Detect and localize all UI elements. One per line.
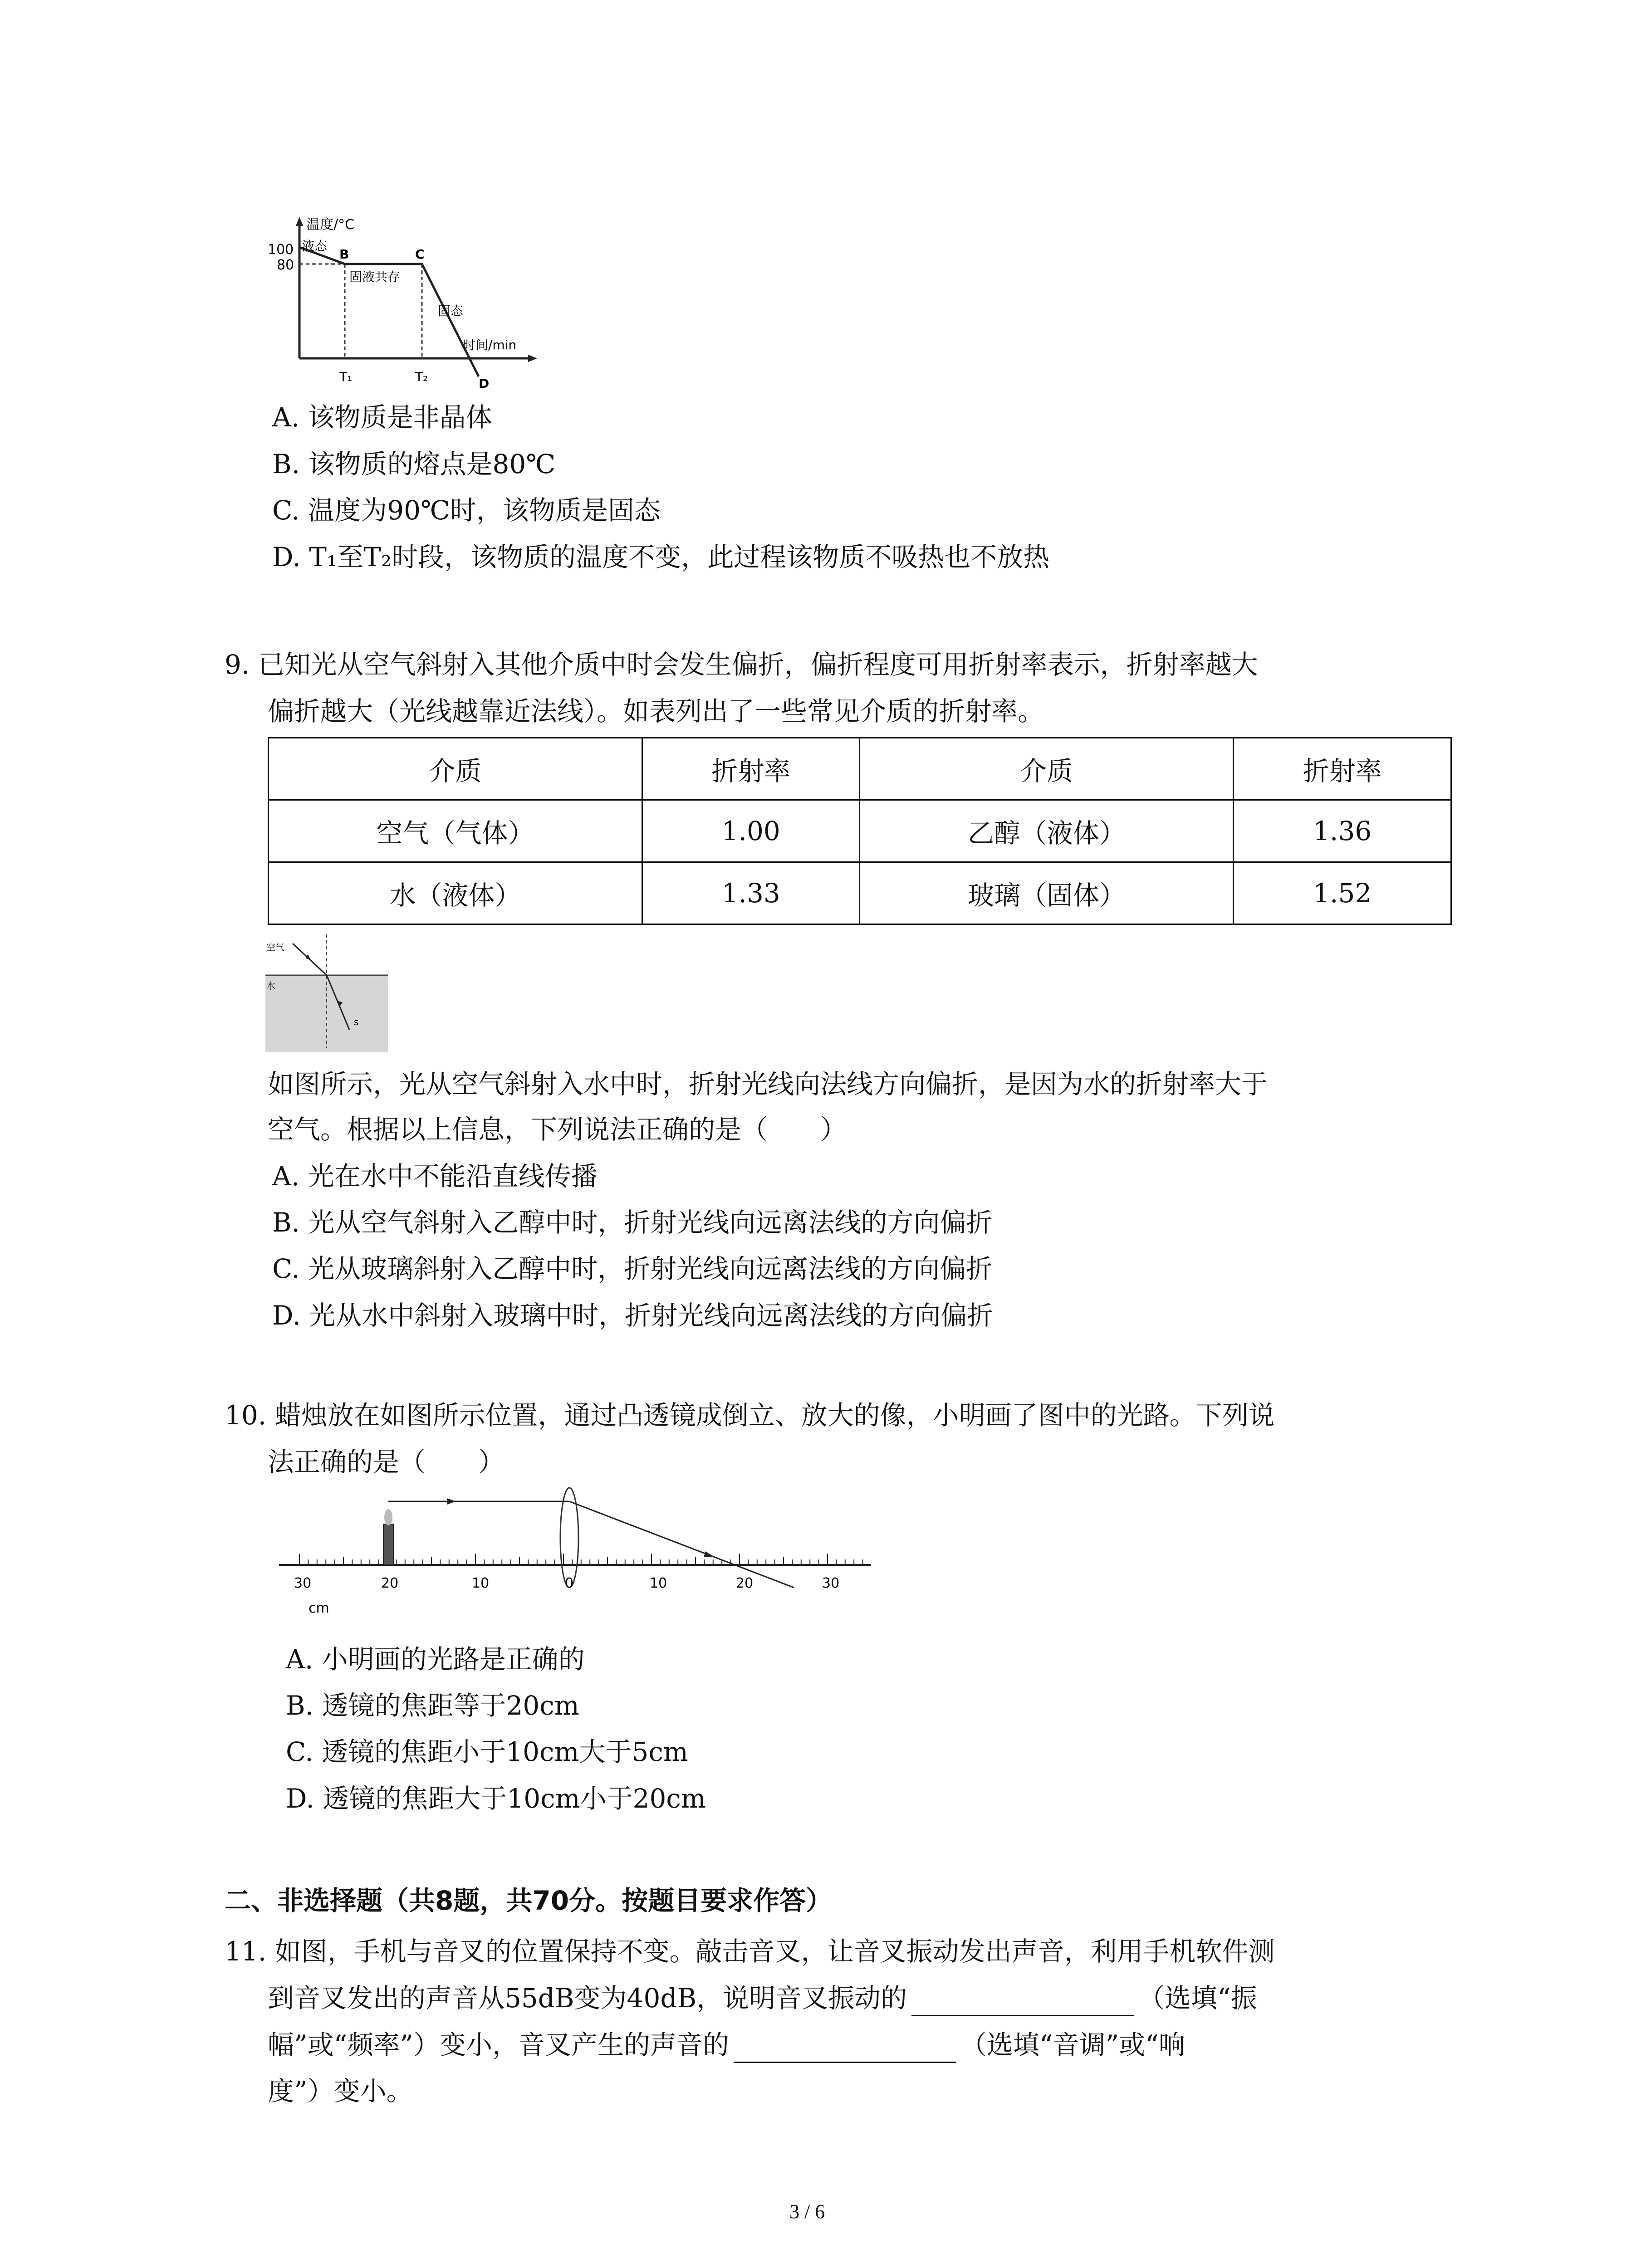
table-header: 介质 (860, 738, 1234, 800)
q11-line2-text: 到音叉发出的声音从55dB变为40dB，说明音叉振动的 (268, 1983, 907, 2014)
q8-option-a: A. 该物质是非晶体 (272, 402, 492, 433)
table-row (269, 862, 1451, 924)
q11-line3-text: 幅”或“频率”）变小，音叉产生的声音的 (268, 2029, 729, 2060)
q9-stem-line1: 9. 已知光从空气斜射入其他介质中时会发生偏折，偏折程度可用折射率表示，折射率越大 (225, 649, 1258, 680)
q11-line2-suffix: （选填“振 (1138, 1983, 1257, 2014)
ruler-label-20-left: 20 (381, 1575, 399, 1591)
q9-option-d: D. 光从水中斜射入玻璃中时，折射光线向远离法线的方向偏折 (272, 1300, 994, 1331)
graph-t2: T₂ (415, 369, 428, 384)
table-cell: 玻璃（固体） (860, 862, 1234, 924)
q10-option-a: A. 小明画的光路是正确的 (286, 1644, 585, 1675)
table-cell: 1.00 (642, 800, 860, 862)
refraction-table (268, 737, 1452, 925)
q9-option-c: C. 光从玻璃斜射入乙醇中时，折射光线向远离法线的方向偏折 (272, 1253, 993, 1284)
table-row (269, 800, 1451, 862)
table-cell: 乙醇（液体） (860, 800, 1234, 862)
q10-option-d: D. 透镜的焦距大于10cm小于20cm (286, 1783, 706, 1814)
temperature-time-graph (263, 213, 554, 390)
ruler-label-10-right: 10 (650, 1575, 667, 1591)
graph-y80: 80 (277, 257, 294, 273)
answer-blank-1[interactable] (911, 1988, 1134, 2016)
q8-option-b: B. 该物质的熔点是80℃ (272, 449, 556, 479)
q8-option-d: D. T₁至T₂时段，该物质的温度不变，此过程该物质不吸热也不放热 (272, 542, 1050, 572)
section-title: 二、非选择题（共8题，共70分。按题目要求作答） (225, 1885, 833, 1916)
ruler-label-0: 0 (565, 1575, 574, 1591)
table-cell: 1.36 (1234, 800, 1451, 862)
graph-point-c: C (415, 247, 425, 262)
page-number: 3 / 6 (789, 2200, 825, 2223)
table-header: 介质 (269, 738, 642, 800)
lens-optics-figure (272, 1483, 880, 1619)
q9-desc-line2: 空气。根据以上信息，下列说法正确的是（ ） (268, 1114, 847, 1145)
q11-line2 (268, 1980, 1257, 2016)
graph-xlabel: 时间/min (463, 337, 517, 352)
graph-point-b: B (339, 247, 349, 262)
table-header: 折射率 (1234, 738, 1451, 800)
q9-option-a: A. 光在水中不能沿直线传播 (272, 1161, 598, 1192)
q10-stem-line2: 法正确的是（ ） (268, 1447, 505, 1477)
table-header: 折射率 (642, 738, 860, 800)
q9-option-b: B. 光从空气斜射入乙醇中时，折射光线向远离法线的方向偏折 (272, 1207, 993, 1238)
ruler-unit: cm (309, 1600, 329, 1616)
table-cell: 水（液体） (269, 862, 642, 924)
graph-y100: 100 (268, 242, 294, 258)
graph-point-d: D (479, 376, 490, 390)
figure-water-label: 水 (266, 980, 275, 991)
figure-air-label: 空气 (266, 942, 284, 953)
graph-mixed: 固液共存 (349, 269, 401, 284)
table-cell: 空气（气体） (269, 800, 642, 862)
q11-line4: 度”）变小。 (268, 2076, 413, 2107)
ruler-label-30-left: 30 (294, 1575, 312, 1591)
ruler-label-20-right: 20 (736, 1575, 754, 1591)
q9-stem-line2: 偏折越大（光线越靠近法线）。如表列出了一些常见介质的折射率。 (268, 696, 1044, 727)
q11-line3-suffix: （选填“音调”或“响 (960, 2029, 1185, 2060)
q8-option-c: C. 温度为90℃时，该物质是固态 (272, 495, 661, 526)
graph-solid: 固态 (438, 303, 464, 318)
refraction-figure (265, 934, 388, 1052)
graph-t1: T₁ (339, 369, 353, 384)
q9-desc-line1: 如图所示，光从空气斜射入水中时，折射光线向法线方向偏折，是因为水的折射率大于 (268, 1069, 1268, 1100)
answer-blank-2[interactable] (734, 2034, 956, 2063)
ruler-label-30-right: 30 (822, 1575, 840, 1591)
q10-option-c: C. 透镜的焦距小于10cm大于5cm (286, 1736, 688, 1767)
figure-s-label: s (354, 1017, 359, 1027)
table-cell: 1.33 (642, 862, 860, 924)
q11-line3 (268, 2027, 1185, 2063)
q10-stem-line1: 10. 蜡烛放在如图所示位置，通过凸透镜成倒立、放大的像，小明画了图中的光路。下列说 (225, 1400, 1275, 1431)
table-cell: 1.52 (1234, 862, 1451, 924)
q10-option-b: B. 透镜的焦距等于20cm (286, 1690, 579, 1721)
q11-line1: 11. 如图，手机与音叉的位置保持不变。敲击音叉，让音叉振动发出声音，利用手机软件测 (225, 1936, 1275, 1967)
ruler-label-10-left: 10 (472, 1575, 490, 1591)
graph-ylabel: 温度/°C (306, 217, 355, 233)
table-header-row (269, 738, 1451, 800)
graph-liquid: 液态 (302, 239, 328, 254)
